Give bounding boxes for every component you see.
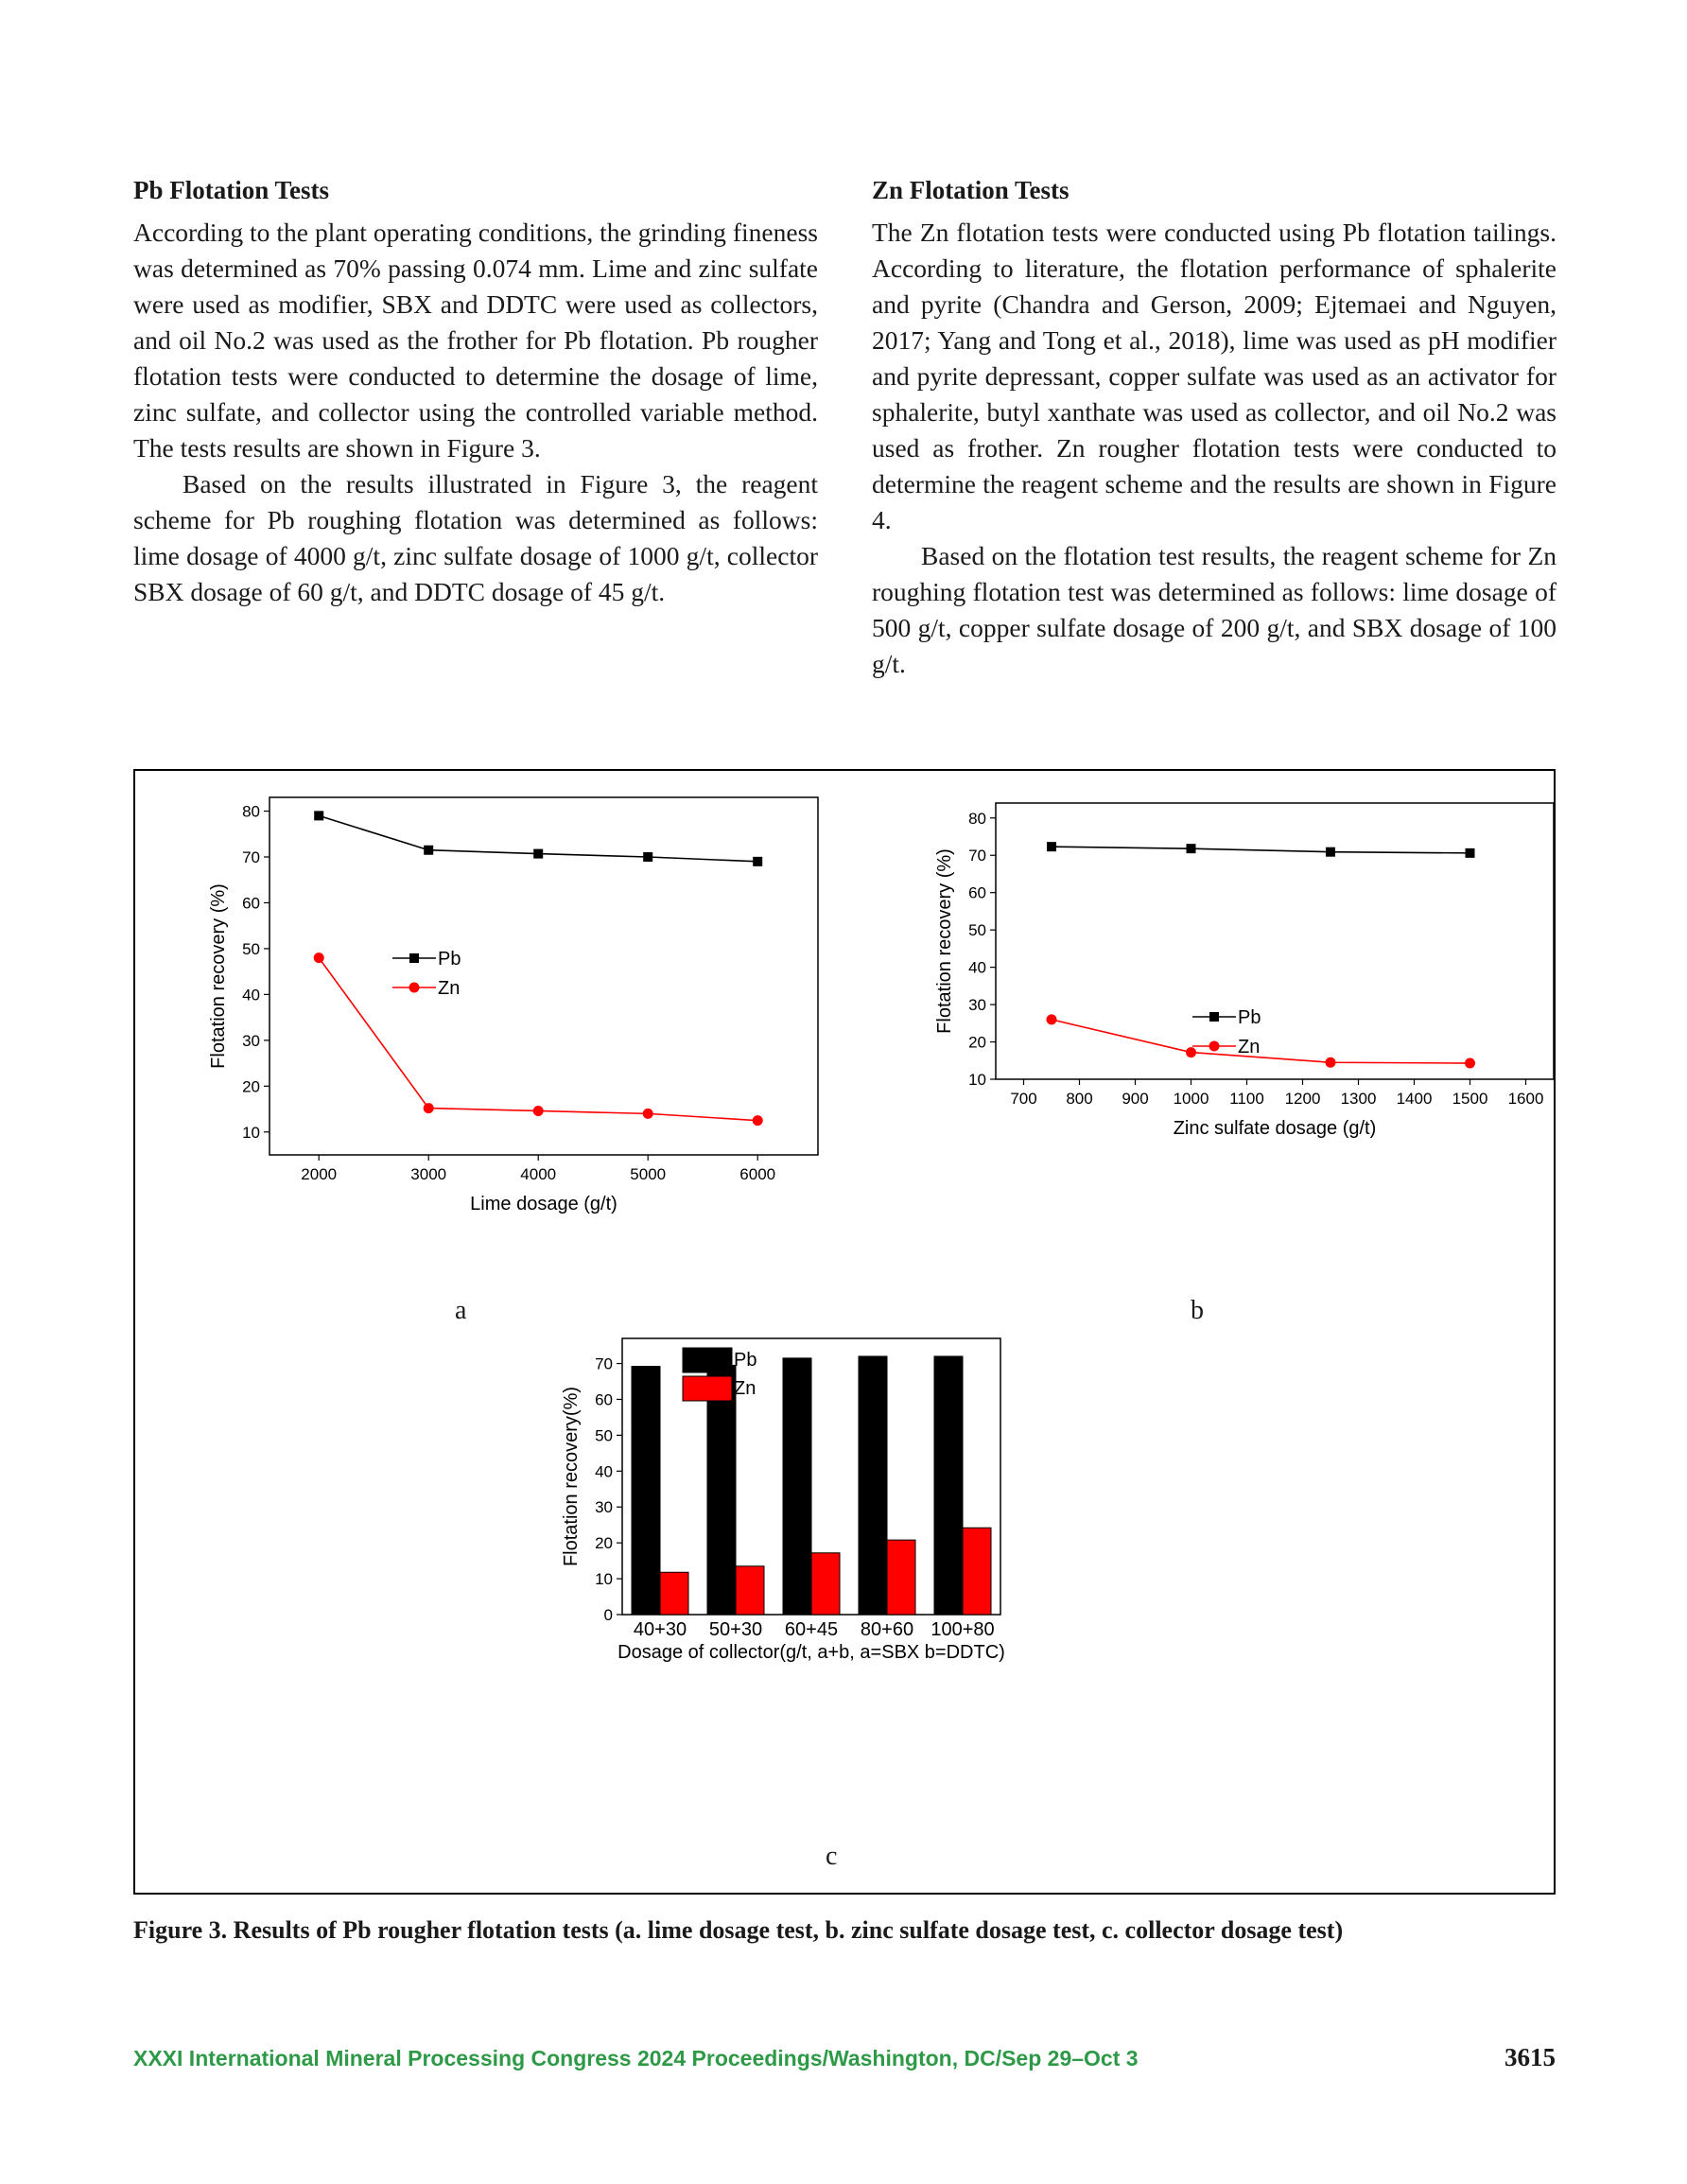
zn-point (643, 1109, 653, 1119)
series-zn-line (319, 958, 757, 1121)
bar-pb (934, 1356, 963, 1615)
x-tick-label: 80+60 (860, 1619, 914, 1640)
bar-pb (707, 1365, 736, 1615)
section-heading-zn: Zn Flotation Tests (872, 176, 1070, 204)
pb-point (1326, 847, 1335, 857)
zn-point (1465, 1058, 1475, 1069)
bar-zn (887, 1540, 915, 1615)
y-tick-label: 50 (595, 1426, 613, 1445)
x-tick-label: 1500 (1452, 1090, 1488, 1108)
pb-point (643, 852, 652, 862)
y-tick-label: 10 (595, 1570, 613, 1589)
zn-point (314, 952, 324, 963)
legend-zn-marker (1209, 1041, 1220, 1052)
y-tick-label: 40 (595, 1462, 613, 1481)
x-tick-label: 60+45 (784, 1619, 839, 1640)
figure-caption: Figure 3. Results of Pb rougher flotation tests (a. lime dosage test, b. zinc sulfate dosage test, c. collector dosage test) (133, 1916, 1344, 1944)
x-tick-label: 5000 (630, 1165, 667, 1183)
subfigure-label-c: c (826, 1842, 838, 1871)
series-pb-line (1052, 847, 1470, 853)
y-axis-label: Flotation recovery (%) (934, 848, 955, 1034)
legend-pb-marker (409, 953, 419, 963)
bar-pb (632, 1367, 660, 1615)
y-tick-label: 40 (968, 958, 986, 977)
x-tick-label: 900 (1122, 1090, 1149, 1108)
y-tick-label: 30 (968, 996, 986, 1015)
section-heading-pb: Pb Flotation Tests (133, 176, 330, 204)
bar-zn (736, 1566, 764, 1615)
plot-frame (996, 803, 1554, 1079)
y-tick-label: 20 (595, 1534, 613, 1553)
paragraph: Based on the results illustrated in Figure 3, the reagent scheme for Pb roughing flotation was determined as follows: lime dosage of 4000 g/t, zinc sulfate dosage of 1000 g/t, collector SBX dosage of 60 g/t, and DDTC dosage of 45 g/t. (133, 469, 818, 606)
y-tick-label: 30 (595, 1498, 613, 1517)
x-tick-label: 100+80 (930, 1619, 995, 1640)
x-tick-label: 50+30 (708, 1619, 763, 1640)
zn-point (1326, 1057, 1336, 1068)
legend-pb-label: Pb (734, 1350, 757, 1371)
chart-a-lime-dosage (147, 790, 827, 1214)
page-number: 3615 (1504, 2043, 1556, 2071)
y-tick-label: 20 (242, 1077, 260, 1096)
y-tick-label: 50 (242, 939, 260, 958)
pb-point (533, 849, 543, 859)
x-tick-label: 1200 (1284, 1090, 1321, 1108)
left-column (133, 173, 818, 610)
y-tick-label: 60 (595, 1390, 613, 1409)
y-tick-label: 20 (968, 1033, 986, 1052)
subfigure-label-b: b (1191, 1296, 1204, 1325)
x-tick-label: 1000 (1173, 1090, 1209, 1108)
x-axis-label: Zinc sulfate dosage (g/t) (1173, 1118, 1377, 1139)
x-tick-label: 1600 (1507, 1090, 1544, 1108)
x-axis-label: Dosage of collector(g/t, a+b, a=SBX b=DDTC) (617, 1642, 1005, 1663)
legend-zn-label: Zn (1238, 1037, 1261, 1057)
bar-pb (859, 1356, 887, 1615)
y-tick-label: 50 (968, 921, 986, 940)
y-tick-label: 60 (242, 894, 260, 913)
subfigure-label-a: a (455, 1296, 467, 1325)
y-tick-label: 80 (968, 809, 986, 828)
pb-point (1047, 842, 1056, 851)
x-tick-label: 1100 (1229, 1090, 1264, 1108)
figure-frame (133, 769, 1556, 1895)
bar-zn (811, 1553, 840, 1615)
x-axis-label: Lime dosage (g/t) (470, 1194, 617, 1214)
bar-zn (660, 1572, 688, 1615)
y-tick-label: 70 (968, 847, 986, 865)
x-tick-label: 2000 (301, 1165, 338, 1183)
legend-zn-marker (409, 983, 420, 993)
footer-conference: XXXI International Mineral Processing Congress 2024 Proceedings/Washington, DC/Sep 29–Oct 3 (133, 2046, 1139, 2070)
y-tick-label: 60 (968, 883, 986, 902)
legend-zn-swatch (683, 1376, 732, 1401)
paragraph: The Zn flotation tests were conducted using Pb flotation tailings. According to literature, the flotation performance of sphalerite and pyrite (Chandra and Gerson, 2009; Ejtemaei and Nguyen, 2017; Yang and Tong et al., 2018), lime was used as pH modifier and pyrite depressant, copper sulfate was used as an activator for sphalerite, butyl xanthate was used as collector, and oil No.2 was used as frother. Zn rougher flotation tests were conducted to determine the reagent scheme and the results are shown in Figure 4. (872, 218, 1557, 534)
y-tick-label: 70 (595, 1354, 613, 1373)
x-tick-label: 1400 (1396, 1090, 1433, 1108)
y-axis-label: Flotation recovery(%) (561, 1386, 582, 1567)
pb-point (753, 857, 762, 866)
legend-pb-swatch (683, 1348, 732, 1372)
x-tick-label: 1300 (1340, 1090, 1377, 1108)
x-tick-label: 800 (1066, 1090, 1093, 1108)
paragraph: According to the plant operating conditions, the grinding fineness was determined as 70% passing 0.074 mm. Lime and zinc sulfate were used as modifier, SBX and DDTC were used as collectors, and oil No.2 was used as the frother for Pb flotation. Pb rougher flotation tests were conducted to determine the dosage of lime, zinc sulfate, and collector using the controlled variable method. The tests results are shown in Figure 3. (133, 218, 818, 463)
paragraph: Based on the flotation test results, the reagent scheme for Zn roughing flotation test was determined as follows: lime dosage of 500 g/t, copper sulfate dosage of 200 g/t, and SBX dosage of 100 g/t. (872, 541, 1557, 678)
zn-point (424, 1103, 434, 1113)
x-tick-label: 6000 (739, 1165, 776, 1183)
x-tick-label: 3000 (410, 1165, 447, 1183)
y-tick-label: 0 (603, 1606, 613, 1624)
x-tick-label: 40+30 (633, 1619, 687, 1640)
pb-point (314, 811, 323, 820)
chart-b-zinc-sulfate-dosage (863, 790, 1563, 1139)
legend-pb-marker (1209, 1012, 1219, 1022)
zn-point (533, 1106, 544, 1116)
bar-pb (783, 1358, 811, 1615)
y-tick-label: 40 (242, 986, 260, 1005)
pb-point (1187, 844, 1196, 853)
right-column (872, 173, 1557, 682)
plot-frame (270, 797, 818, 1155)
bar-zn (963, 1528, 991, 1615)
y-tick-label: 80 (242, 802, 260, 821)
pb-point (424, 846, 433, 855)
legend-zn-label: Zn (438, 978, 461, 999)
zn-point (1047, 1014, 1057, 1024)
x-tick-label: 4000 (520, 1165, 557, 1183)
y-tick-label: 70 (242, 848, 260, 866)
y-tick-label: 30 (242, 1031, 260, 1050)
legend-zn-label: Zn (734, 1378, 757, 1399)
legend-pb-label: Pb (438, 949, 461, 970)
x-tick-label: 700 (1010, 1090, 1037, 1108)
y-tick-label: 10 (242, 1123, 260, 1142)
zn-point (1186, 1047, 1196, 1057)
y-axis-label: Flotation recovery (%) (208, 883, 229, 1069)
pb-point (1466, 848, 1475, 858)
legend-pb-label: Pb (1238, 1007, 1261, 1028)
y-tick-label: 10 (968, 1071, 986, 1089)
chart-c-collector-dosage (495, 1338, 1024, 1679)
zn-point (753, 1115, 763, 1126)
